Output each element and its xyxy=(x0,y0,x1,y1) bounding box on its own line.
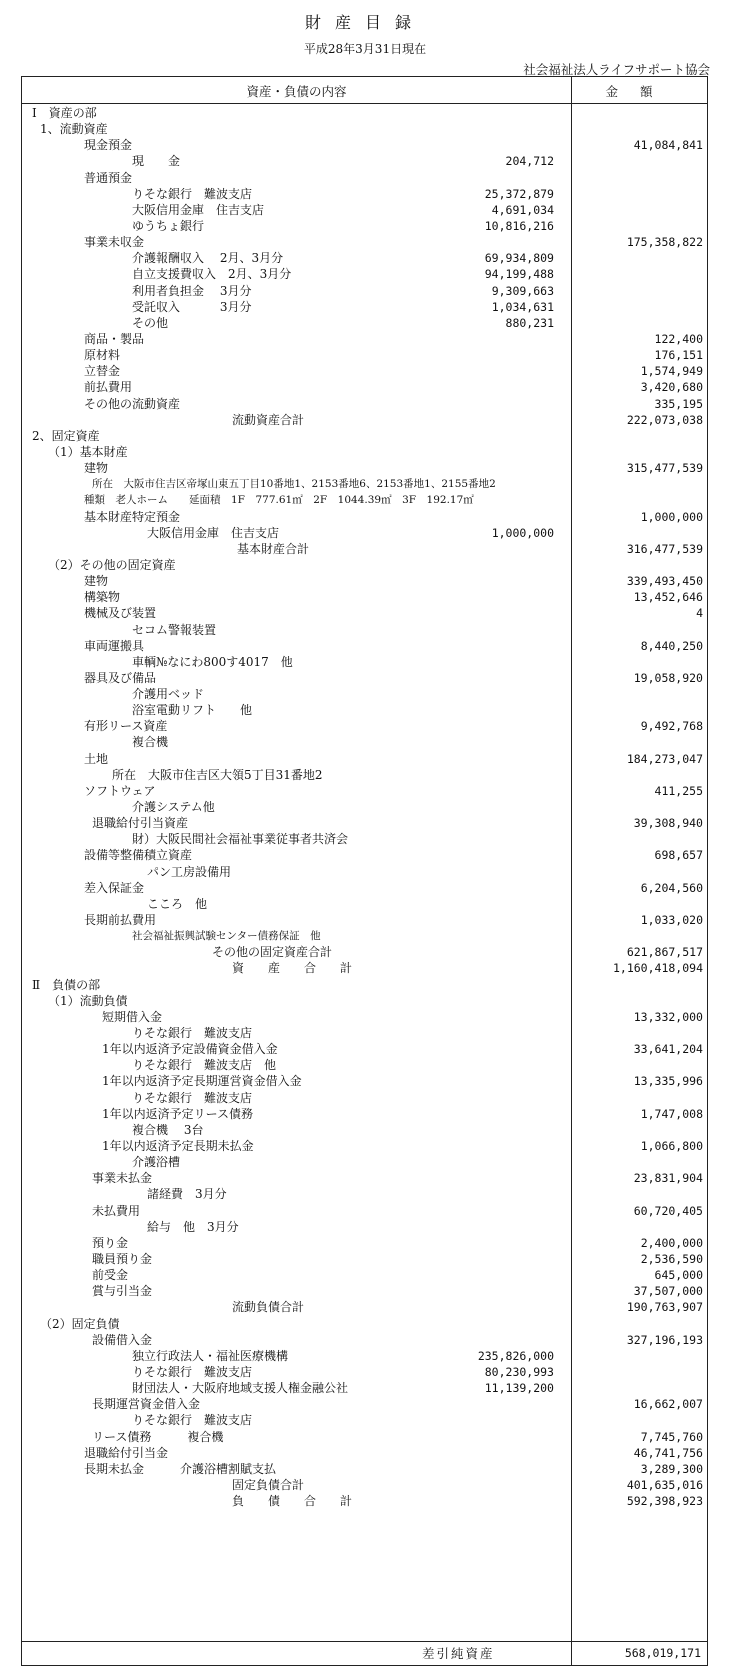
row-label: （1）流動負債 xyxy=(48,993,128,1008)
row-label: 設備借入金 xyxy=(92,1332,153,1347)
row-label: りそな銀行 難波支店 xyxy=(132,186,253,201)
row-amount: 23,831,904 xyxy=(633,1171,703,1186)
table-row xyxy=(22,767,709,783)
row-amount: 1,000,000 xyxy=(640,509,703,524)
table-row xyxy=(22,137,709,153)
row-amount: 176,151 xyxy=(654,348,703,363)
row-amount: 222,073,038 xyxy=(626,412,703,427)
table-row xyxy=(22,977,709,993)
table-row xyxy=(22,541,709,557)
row-label: 所在 大阪市住吉区帝塚山東五丁目10番地1、2153番地6、2153番地1、2155番地2 xyxy=(92,478,496,491)
row-label: 社会福祉振興試験センター債務保証 他 xyxy=(132,930,321,943)
row-label: 自立支援費収入 2月、3月分 xyxy=(132,267,292,282)
row-amount: 411,255 xyxy=(654,783,703,798)
row-label: 複合機 3台 xyxy=(132,1122,204,1137)
row-label: 預り金 xyxy=(92,1235,129,1250)
table-row xyxy=(22,1154,709,1170)
row-label: 前払費用 xyxy=(84,380,133,395)
row-label: 流動負債合計 xyxy=(232,1300,305,1315)
table-row xyxy=(22,396,709,412)
row-label: 1年以内返済予定長期未払金 xyxy=(102,1139,254,1153)
table-row xyxy=(22,1267,709,1283)
row-amount: 621,867,517 xyxy=(626,945,703,960)
table-row xyxy=(22,1283,709,1299)
table-row xyxy=(22,1138,709,1154)
row-label: 資 産 合 計 xyxy=(232,961,353,976)
row-label: 給与 他 3月分 xyxy=(147,1219,239,1234)
table-row xyxy=(22,1073,709,1089)
row-label: 建物 xyxy=(84,461,109,476)
table-row xyxy=(22,379,709,395)
row-detail-amount: 9,309,663 xyxy=(491,283,554,298)
row-amount: 592,398,923 xyxy=(626,1494,703,1509)
footer-divider xyxy=(22,1641,707,1642)
table-row xyxy=(22,1090,709,1106)
row-label: セコム警報装置 xyxy=(132,622,217,637)
row-label: ゆうちょ銀行 xyxy=(132,218,205,233)
row-label: 独立行政法人・福祉医療機構 xyxy=(132,1348,289,1363)
row-label: 現金預金 xyxy=(84,138,133,153)
row-label: 設備等整備積立資産 xyxy=(84,848,193,863)
row-detail-amount: 204,712 xyxy=(505,154,554,169)
table-row xyxy=(22,105,709,121)
table-row xyxy=(22,1412,709,1428)
row-label: 受託収入 3月分 xyxy=(132,299,252,314)
table-row xyxy=(22,218,709,234)
row-label: 1年以内返済予定長期運営資金借入金 xyxy=(102,1074,302,1089)
row-label: 普通預金 xyxy=(84,170,133,185)
row-detail-amount: 80,230,993 xyxy=(484,1364,554,1379)
table-row xyxy=(22,896,709,912)
row-label: 構築物 xyxy=(84,590,121,605)
row-amount: 39,308,940 xyxy=(633,816,703,831)
row-label: 長期運営資金借入金 xyxy=(92,1397,201,1412)
row-label: 流動資産合計 xyxy=(232,412,305,427)
table-row xyxy=(22,1041,709,1057)
row-amount: 2,536,590 xyxy=(640,1251,703,1266)
table-row xyxy=(22,476,709,492)
row-label: 車輌№なにわ800す4017 他 xyxy=(132,654,293,669)
organization-name: 社会福祉法人ライフサポート協会 xyxy=(523,62,710,77)
table-row xyxy=(22,492,709,508)
table-row xyxy=(22,347,709,363)
row-label: りそな銀行 難波支店 他 xyxy=(132,1058,277,1073)
row-label: 商品・製品 xyxy=(84,331,145,346)
row-amount: 4 xyxy=(696,606,703,621)
row-label: 大阪信用金庫 住吉支店 xyxy=(147,525,280,540)
row-label: こころ 他 xyxy=(147,896,208,911)
row-label: 固定負債合計 xyxy=(232,1477,305,1492)
row-label: その他の流動資産 xyxy=(84,396,181,411)
table-row xyxy=(22,460,709,476)
row-label: 退職給付引当金 xyxy=(84,1445,169,1460)
row-amount: 401,635,016 xyxy=(626,1477,703,1492)
row-amount: 3,420,680 xyxy=(640,380,703,395)
row-label: 前受金 xyxy=(92,1268,129,1283)
row-amount: 335,195 xyxy=(654,396,703,411)
table-row xyxy=(22,1251,709,1267)
header-divider xyxy=(22,103,707,104)
row-label: 未払費用 xyxy=(92,1203,141,1218)
table-row xyxy=(22,1106,709,1122)
table-row xyxy=(22,1380,709,1396)
row-label: 賞与引当金 xyxy=(92,1284,153,1299)
table-row xyxy=(22,202,709,218)
table-row xyxy=(22,993,709,1009)
table-row xyxy=(22,1332,709,1348)
row-label: （1）基本財産 xyxy=(48,444,128,459)
row-amount: 7,745,760 xyxy=(640,1429,703,1444)
row-label: リース債務 複合機 xyxy=(92,1429,224,1444)
row-detail-amount: 880,231 xyxy=(505,315,554,330)
table-row xyxy=(22,1299,709,1315)
table-row xyxy=(22,1057,709,1073)
row-label: 介護報酬収入 2月、3月分 xyxy=(132,251,284,266)
row-label: 浴室電動リフト 他 xyxy=(132,703,253,718)
table-row xyxy=(22,557,709,573)
row-label: 複合機 xyxy=(132,735,169,750)
row-label: 財団法人・大阪府地域支援人権金融公社 xyxy=(132,1381,349,1396)
row-label: 事業未収金 xyxy=(84,235,145,250)
table-row xyxy=(22,186,709,202)
row-amount: 645,000 xyxy=(654,1268,703,1283)
table-row xyxy=(22,702,709,718)
table-row xyxy=(22,654,709,670)
table-row xyxy=(22,960,709,976)
row-amount: 33,641,204 xyxy=(633,1042,703,1057)
table-row xyxy=(22,315,709,331)
row-amount: 1,160,418,094 xyxy=(612,961,703,976)
table-row xyxy=(22,864,709,880)
row-amount: 9,492,768 xyxy=(640,719,703,734)
table-row xyxy=(22,718,709,734)
column-header-amount: 金額 xyxy=(605,84,675,99)
row-label: 土地 xyxy=(84,751,109,766)
row-amount: 1,574,949 xyxy=(640,364,703,379)
table-row xyxy=(22,638,709,654)
row-label: パン工房設備用 xyxy=(147,864,232,879)
row-label: 長期未払金 介護浴槽割賦支払 xyxy=(84,1461,277,1476)
row-label: Ⅱ 負債の部 xyxy=(32,977,101,992)
row-amount: 3,289,300 xyxy=(640,1461,703,1476)
table-row xyxy=(22,605,709,621)
row-detail-amount: 235,826,000 xyxy=(477,1348,554,1363)
row-label: その他の固定資産合計 xyxy=(212,945,333,960)
table-row xyxy=(22,1461,709,1477)
row-amount: 46,741,756 xyxy=(633,1445,703,1460)
table-row xyxy=(22,412,709,428)
table-row xyxy=(22,331,709,347)
row-detail-amount: 10,816,216 xyxy=(484,218,554,233)
row-amount: 175,358,822 xyxy=(626,235,703,250)
row-amount: 1,066,800 xyxy=(640,1139,703,1153)
row-label: 短期借入金 xyxy=(102,1009,163,1024)
row-amount: 327,196,193 xyxy=(626,1332,703,1347)
row-label: 機械及び装置 xyxy=(84,606,157,621)
table-row xyxy=(22,912,709,928)
row-label: 差入保証金 xyxy=(84,880,145,895)
table-row xyxy=(22,622,709,638)
table-row xyxy=(22,1219,709,1235)
table-row xyxy=(22,751,709,767)
row-amount: 190,763,907 xyxy=(626,1300,703,1315)
row-label: 介護浴槽 xyxy=(132,1155,181,1170)
row-amount: 122,400 xyxy=(654,331,703,346)
table-row xyxy=(22,1477,709,1493)
table-row xyxy=(22,1445,709,1461)
row-amount: 184,273,047 xyxy=(626,751,703,766)
row-amount: 1,747,008 xyxy=(640,1106,703,1121)
row-label: 器具及び備品 xyxy=(84,670,157,685)
row-amount: 315,477,539 xyxy=(626,461,703,476)
table-row xyxy=(22,525,709,541)
row-label: りそな銀行 難波支店 xyxy=(132,1413,253,1428)
column-header-content: 資産・負債の内容 xyxy=(246,84,347,99)
row-label: 退職給付引当資産 xyxy=(92,816,189,831)
row-label: 長期前払費用 xyxy=(84,913,157,928)
table-row xyxy=(22,573,709,589)
row-label: （2）固定負債 xyxy=(40,1316,120,1331)
row-label: Ⅰ 資産の部 xyxy=(32,106,97,120)
table-row xyxy=(22,121,709,137)
table-row xyxy=(22,1009,709,1025)
table-row xyxy=(22,670,709,686)
table-row xyxy=(22,444,709,460)
table-row xyxy=(22,234,709,250)
table-row xyxy=(22,250,709,266)
net-assets-label: 差引純資産 xyxy=(422,1646,495,1661)
row-amount: 13,332,000 xyxy=(633,1009,703,1024)
row-label: りそな銀行 難波支店 xyxy=(132,1090,253,1105)
row-amount: 37,507,000 xyxy=(633,1284,703,1299)
table-row xyxy=(22,815,709,831)
row-amount: 339,493,450 xyxy=(626,574,703,589)
row-amount: 13,452,646 xyxy=(633,590,703,605)
row-amount: 6,204,560 xyxy=(640,880,703,895)
row-detail-amount: 94,199,488 xyxy=(484,267,554,282)
row-label: 職員預り金 xyxy=(92,1251,153,1266)
row-amount: 8,440,250 xyxy=(640,638,703,653)
table-row xyxy=(22,299,709,315)
table-row xyxy=(22,1348,709,1364)
table-row xyxy=(22,363,709,379)
table-row xyxy=(22,1429,709,1445)
row-label: 建物 xyxy=(84,574,109,589)
table-row xyxy=(22,928,709,944)
row-label: 有形リース資産 xyxy=(84,719,168,734)
row-label: 事業未払金 xyxy=(92,1171,153,1186)
row-detail-amount: 69,934,809 xyxy=(484,251,554,266)
row-label: 車両運搬具 xyxy=(84,638,145,653)
table-row xyxy=(22,1025,709,1041)
as-of-date: 平成28年3月31日現在 xyxy=(303,42,427,56)
table-row xyxy=(22,1364,709,1380)
table-row xyxy=(22,734,709,750)
table-row xyxy=(22,1316,709,1332)
row-amount: 41,084,841 xyxy=(633,138,703,153)
table-row xyxy=(22,1235,709,1251)
table-row xyxy=(22,153,709,169)
row-label: 2、固定資産 xyxy=(32,428,100,443)
row-detail-amount: 1,000,000 xyxy=(491,525,554,540)
row-detail-amount: 25,372,879 xyxy=(484,186,554,201)
row-label: 現 金 xyxy=(132,154,181,169)
row-amount: 1,033,020 xyxy=(640,913,703,928)
table-row xyxy=(22,880,709,896)
row-detail-amount: 11,139,200 xyxy=(484,1381,554,1396)
row-amount: 19,058,920 xyxy=(633,670,703,685)
row-amount: 698,657 xyxy=(654,848,703,863)
row-amount: 316,477,539 xyxy=(626,541,703,556)
table-row xyxy=(22,1396,709,1412)
row-label: 原材料 xyxy=(84,348,121,363)
table-rows xyxy=(22,105,709,1509)
row-label: 1、流動資産 xyxy=(40,122,108,137)
row-label: 種類 老人ホーム 延面積 1F 777.61㎡ 2F 1044.39㎡ 3F 192.17㎡ xyxy=(84,494,474,507)
net-assets-amount: 568,019,171 xyxy=(624,1646,701,1660)
table-row xyxy=(22,170,709,186)
table-row xyxy=(22,1122,709,1138)
row-label: 所在 大阪市住吉区大領5丁目31番地2 xyxy=(112,767,323,782)
row-label: 基本財産合計 xyxy=(237,541,310,556)
row-label: 財）大阪民間社会福祉事業従事者共済会 xyxy=(132,832,349,847)
table-row xyxy=(22,1203,709,1219)
table-row xyxy=(22,509,709,525)
table-row xyxy=(22,1170,709,1186)
row-amount: 13,335,996 xyxy=(633,1074,703,1089)
row-label: 介護用ベッド xyxy=(132,687,205,702)
table-row xyxy=(22,1186,709,1202)
row-amount: 2,400,000 xyxy=(640,1235,703,1250)
row-amount: 16,662,007 xyxy=(633,1397,703,1412)
table-row xyxy=(22,266,709,282)
row-label: 1年以内返済予定リース債務 xyxy=(102,1106,254,1121)
table-row xyxy=(22,944,709,960)
row-label: その他 xyxy=(132,315,169,330)
row-label: ソフトウェア xyxy=(84,783,156,798)
table-row xyxy=(22,783,709,799)
row-detail-amount: 1,034,631 xyxy=(491,299,554,314)
property-inventory-table xyxy=(21,76,708,1666)
table-row xyxy=(22,589,709,605)
row-label: 諸経費 3月分 xyxy=(147,1187,227,1202)
table-row xyxy=(22,686,709,702)
document-title: 財産目録 xyxy=(304,13,425,32)
table-row xyxy=(22,428,709,444)
row-amount: 60,720,405 xyxy=(633,1203,703,1218)
row-label: りそな銀行 難波支店 xyxy=(132,1026,253,1041)
row-label: 介護システム他 xyxy=(132,800,215,815)
table-row xyxy=(22,1493,709,1509)
table-row xyxy=(22,283,709,299)
row-detail-amount: 4,691,034 xyxy=(491,202,554,217)
row-label: りそな銀行 難波支店 xyxy=(132,1364,253,1379)
row-label: 基本財産特定預金 xyxy=(84,509,181,524)
table-row xyxy=(22,847,709,863)
row-label: 大阪信用金庫 住吉支店 xyxy=(132,202,265,217)
table-row xyxy=(22,831,709,847)
row-label: 1年以内返済予定設備資金借入金 xyxy=(102,1042,278,1057)
row-label: 立替金 xyxy=(84,364,121,379)
row-label: 負 債 合 計 xyxy=(232,1494,353,1509)
row-label: 利用者負担金 3月分 xyxy=(132,283,252,298)
row-label: （2）その他の固定資産 xyxy=(48,557,176,572)
table-row xyxy=(22,799,709,815)
